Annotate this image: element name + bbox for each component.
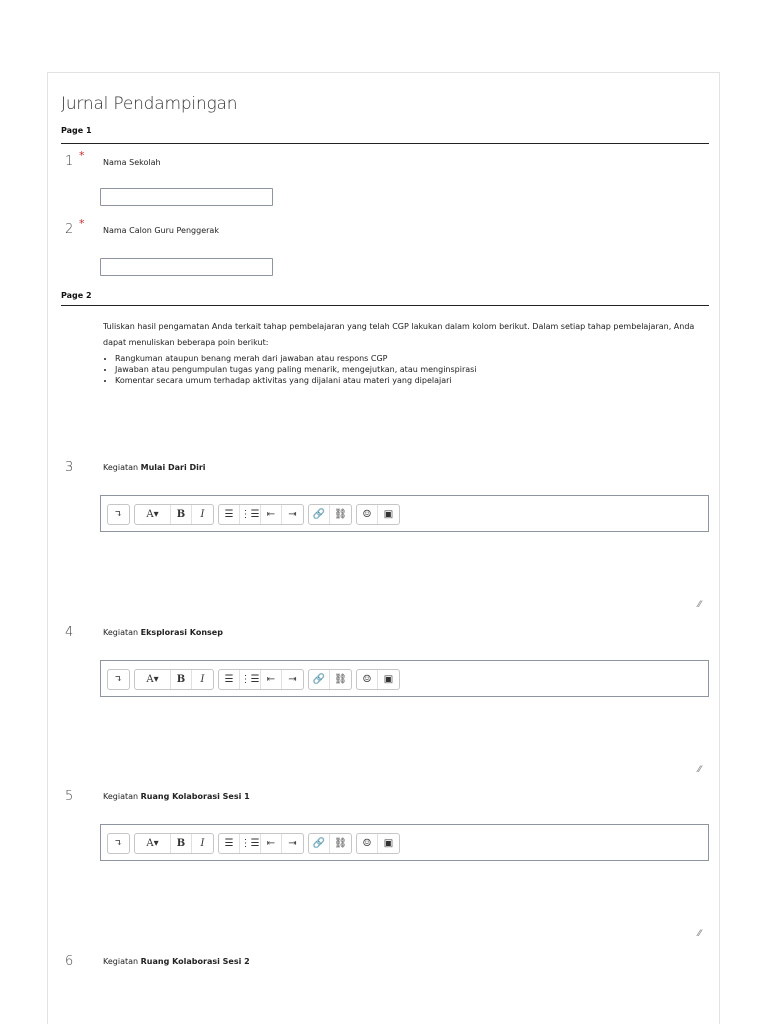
question-2-number: 2: [65, 222, 74, 237]
image-button[interactable]: ▣: [383, 509, 394, 520]
indent-button[interactable]: ⇥: [288, 838, 297, 849]
bold-button[interactable]: B: [171, 505, 192, 524]
form-card: [47, 72, 720, 1024]
italic-button[interactable]: I: [200, 509, 205, 520]
emoji-button[interactable]: ☺: [357, 670, 378, 689]
emoji-button[interactable]: ☺: [357, 834, 378, 853]
indent-button[interactable]: ⇥: [288, 674, 297, 685]
page-2-divider: [61, 305, 709, 306]
list-item: • Jawaban atau pengumpulan tugas yang paling menarik, mengejutkan, atau menginspirasi: [115, 364, 703, 375]
question-4-number: 4: [65, 625, 74, 640]
font-style-button[interactable]: A▾: [135, 505, 171, 524]
unordered-list-button[interactable]: ☰: [219, 505, 240, 524]
bold-button[interactable]: B: [171, 670, 192, 689]
resize-handle-icon[interactable]: ⁄⁄: [698, 765, 702, 775]
instructions-list: [103, 353, 703, 386]
editor-toolbar-area[interactable]: [100, 824, 709, 861]
image-button[interactable]: ▣: [383, 674, 394, 685]
nama-sekolah-input[interactable]: [100, 188, 273, 206]
required-asterisk: *: [79, 149, 85, 162]
question-5-label: Kegiatan Ruang Kolaborasi Sesi 1: [103, 792, 250, 801]
nama-cgp-input[interactable]: [100, 258, 273, 276]
indent-button[interactable]: ⇥: [288, 509, 297, 520]
question-1-label: Nama Sekolah: [103, 158, 161, 167]
unlink-button[interactable]: ⛓: [334, 838, 347, 849]
question-4-label: Kegiatan Eksplorasi Konsep: [103, 628, 223, 637]
question-2-label: Nama Calon Guru Penggerak: [103, 226, 219, 235]
list-item: • Rangkuman ataupun benang merah dari jawaban atau respons CGP: [115, 353, 703, 364]
list-item: • Komentar secara umum terhadap aktivitas yang dijalani atau materi yang dipelajari: [115, 375, 703, 386]
outdent-button[interactable]: ⇤: [261, 505, 282, 524]
link-button[interactable]: 🔗: [309, 670, 330, 689]
ordered-list-button[interactable]: ⋮☰: [240, 670, 261, 689]
unlink-button[interactable]: ⛓: [334, 674, 347, 685]
editor-toolbar-area[interactable]: [100, 660, 709, 697]
font-style-button[interactable]: A▾: [135, 670, 171, 689]
link-button[interactable]: 🔗: [309, 834, 330, 853]
question-1-number: 1: [65, 154, 74, 169]
unlink-button[interactable]: ⛓: [334, 509, 347, 520]
font-style-button[interactable]: A▾: [135, 834, 171, 853]
toolbar-toggle-button[interactable]: ↴: [114, 838, 123, 849]
italic-button[interactable]: I: [200, 674, 205, 685]
form-title: Jurnal Pendampingan: [61, 94, 238, 114]
instructions: [103, 319, 703, 386]
bold-button[interactable]: B: [171, 834, 192, 853]
instructions-intro: Tuliskan hasil pengamatan Anda terkait tahap pembelajaran yang telah CGP lakukan dalam kolom berikut. Dalam setiap tahap pembelajaran, Anda dapat menuliskan beberapa poin berikut:: [103, 322, 695, 347]
page-1-divider: [61, 143, 709, 144]
toolbar-toggle-button[interactable]: ↴: [114, 509, 123, 520]
ordered-list-button[interactable]: ⋮☰: [240, 505, 261, 524]
required-asterisk: *: [79, 217, 85, 230]
question-6-label: Kegiatan Ruang Kolaborasi Sesi 2: [103, 957, 250, 966]
question-6-number: 6: [65, 954, 74, 969]
resize-handle-icon[interactable]: ⁄⁄: [698, 600, 702, 610]
outdent-button[interactable]: ⇤: [261, 834, 282, 853]
question-3-label: Kegiatan Mulai Dari Diri: [103, 463, 206, 472]
emoji-button[interactable]: ☺: [357, 505, 378, 524]
ordered-list-button[interactable]: ⋮☰: [240, 834, 261, 853]
question-5-number: 5: [65, 789, 74, 804]
unordered-list-button[interactable]: ☰: [219, 834, 240, 853]
toolbar-toggle-button[interactable]: ↴: [114, 674, 123, 685]
link-button[interactable]: 🔗: [309, 505, 330, 524]
question-3-number: 3: [65, 460, 74, 475]
unordered-list-button[interactable]: ☰: [219, 670, 240, 689]
italic-button[interactable]: I: [200, 838, 205, 849]
editor-toolbar-area[interactable]: [100, 495, 709, 532]
outdent-button[interactable]: ⇤: [261, 670, 282, 689]
page-1-label: Page 1: [61, 126, 92, 135]
image-button[interactable]: ▣: [383, 838, 394, 849]
page-2-label: Page 2: [61, 291, 92, 300]
resize-handle-icon[interactable]: ⁄⁄: [698, 929, 702, 939]
